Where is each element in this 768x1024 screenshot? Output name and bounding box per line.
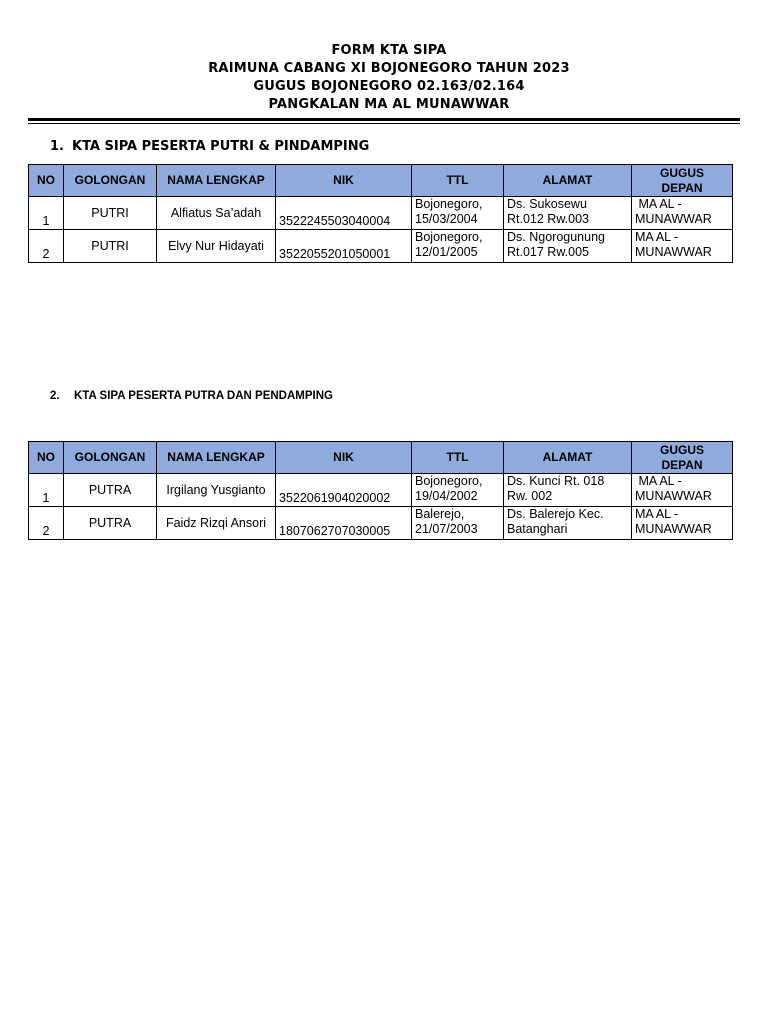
col-header-alamat: ALAMAT	[504, 165, 632, 197]
gugus-line1: MA AL -	[635, 474, 682, 488]
ttl-date: 15/03/2004	[415, 212, 478, 226]
cell-golongan: PUTRI	[64, 230, 157, 263]
col-header-nama: NAMA LENGKAP	[157, 442, 276, 474]
cell-gugus	[632, 230, 733, 263]
cell-no: 2	[29, 230, 64, 263]
gugus-line1: MA AL -	[635, 230, 679, 244]
gugus-title: GUGUS BOJONEGORO 02.163/02.164	[253, 79, 525, 94]
ttl-place: Bojonegoro,	[415, 474, 483, 488]
section1-title: KTA SIPA PESERTA PUTRI & PINDAMPING	[72, 139, 370, 154]
cell-golongan: PUTRI	[64, 197, 157, 230]
ttl-place: Bojonegoro,	[415, 197, 483, 211]
gugus-line2: MUNAWWAR	[635, 522, 712, 536]
cell-alamat	[504, 474, 632, 507]
alamat-line1: Ds. Sukosewu	[507, 197, 587, 211]
document-header	[0, 42, 768, 114]
cell-gugus	[632, 507, 733, 540]
col-header-gugus	[632, 442, 733, 474]
cell-nik: 3522055201050001	[276, 230, 412, 263]
cell-alamat	[504, 230, 632, 263]
section1-heading	[50, 139, 369, 154]
alamat-line2: Batanghari	[507, 522, 568, 536]
table-row	[29, 197, 733, 230]
section2-title: KTA SIPA PESERTA PUTRA DAN PENDAMPING	[74, 390, 333, 402]
ttl-place: Balerejo,	[415, 507, 465, 521]
cell-alamat	[504, 197, 632, 230]
pangkalan-title: PANGKALAN MA AL MUNAWWAR	[268, 97, 510, 112]
alamat-line2: Rt.012 Rw.003	[507, 212, 589, 226]
gugus-line1: MA AL -	[635, 507, 679, 521]
col-header-alamat: ALAMAT	[504, 442, 632, 474]
col-header-ttl: TTL	[412, 165, 504, 197]
gugus-line2: MUNAWWAR	[635, 212, 712, 226]
col-header-nik: NIK	[276, 442, 412, 474]
cell-gugus	[632, 197, 733, 230]
cell-nama: Elvy Nur Hidayati	[157, 230, 276, 263]
col-header-gugus	[632, 165, 733, 197]
header-divider-thin	[28, 123, 740, 124]
section2-heading	[50, 390, 333, 402]
gugus-line2: MUNAWWAR	[635, 489, 712, 503]
ttl-date: 19/04/2002	[415, 489, 478, 503]
table-row	[29, 507, 733, 540]
col-header-golongan: GOLONGAN	[64, 165, 157, 197]
alamat-line1: Ds. Balerejo Kec.	[507, 507, 604, 521]
ttl-place: Bojonegoro,	[415, 230, 483, 244]
gugus-line1: MA AL -	[635, 197, 682, 211]
cell-ttl	[412, 230, 504, 263]
event-title: RAIMUNA CABANG XI BOJONEGORO TAHUN 2023	[208, 61, 570, 76]
section1-table	[28, 164, 733, 263]
table-header-row	[29, 442, 733, 474]
alamat-line2: Rw. 002	[507, 489, 553, 503]
alamat-line1: Ds. Kunci Rt. 018	[507, 474, 605, 488]
col-header-no: NO	[29, 165, 64, 197]
section1-number: 1.	[50, 139, 64, 154]
cell-ttl	[412, 507, 504, 540]
col-header-ttl: TTL	[412, 442, 504, 474]
cell-golongan: PUTRA	[64, 474, 157, 507]
gugus-header-line2: DEPAN	[661, 457, 703, 472]
cell-no: 2	[29, 507, 64, 540]
table-row	[29, 474, 733, 507]
col-header-nama: NAMA LENGKAP	[157, 165, 276, 197]
cell-nama: Faidz Rizqi Ansori	[157, 507, 276, 540]
form-title: FORM KTA SIPA	[331, 43, 447, 58]
cell-gugus	[632, 474, 733, 507]
cell-no: 1	[29, 474, 64, 507]
cell-nik: 1807062707030005	[276, 507, 412, 540]
col-header-nik: NIK	[276, 165, 412, 197]
cell-ttl	[412, 474, 504, 507]
gugus-line2: MUNAWWAR	[635, 245, 712, 259]
cell-nik: 3522061904020002	[276, 474, 412, 507]
ttl-date: 21/07/2003	[415, 522, 478, 536]
cell-nik: 3522245503040004	[276, 197, 412, 230]
cell-nama: Irgilang Yusgianto	[157, 474, 276, 507]
section2-number: 2.	[50, 390, 60, 402]
gugus-header-line1: GUGUS	[659, 165, 704, 180]
cell-no: 1	[29, 197, 64, 230]
alamat-line2: Rt.017 Rw.005	[507, 245, 589, 259]
ttl-date: 12/01/2005	[415, 245, 478, 259]
section2-table	[28, 441, 733, 540]
col-header-no: NO	[29, 442, 64, 474]
gugus-header-line1: GUGUS	[659, 442, 704, 457]
cell-golongan: PUTRA	[64, 507, 157, 540]
cell-alamat	[504, 507, 632, 540]
gugus-header-line2: DEPAN	[661, 180, 703, 195]
col-header-golongan: GOLONGAN	[64, 442, 157, 474]
table-row	[29, 230, 733, 263]
table-header-row	[29, 165, 733, 197]
alamat-line1: Ds. Ngorogunung	[507, 230, 605, 244]
cell-nama: Alfiatus Sa’adah	[157, 197, 276, 230]
header-divider-thick	[28, 118, 740, 121]
cell-ttl	[412, 197, 504, 230]
